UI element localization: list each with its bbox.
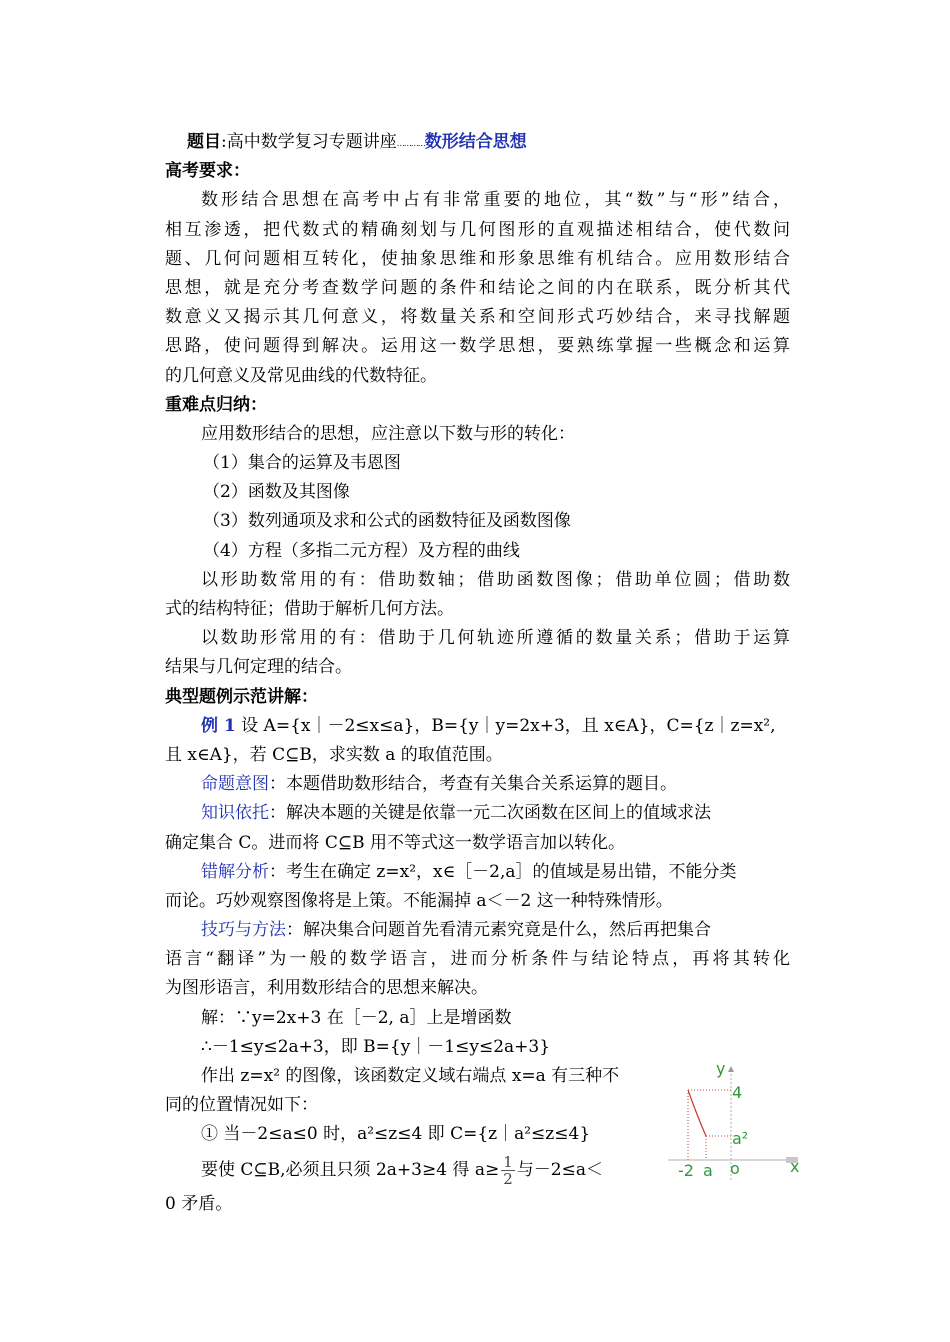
- fraction-denominator: 2: [503, 1169, 513, 1188]
- paragraph-line: 思想，就是充分考查数学问题的条件和结论之间的内在联系，既分析其代: [165, 277, 790, 298]
- paragraph-line: 思路，使问题得到解决。运用这一数学思想，要熟练掌握一些概念和运算: [165, 336, 790, 357]
- paragraph-line: 数形结合思想在高考中占有非常重要的地位，其“数”与“形”结合，: [201, 190, 790, 211]
- example-text: 设 A={x｜－2≤x≤a}，B={y｜y=2x+3，且 x∈A}，C={z｜z=x²,: [241, 715, 776, 736]
- paragraph-line: 以数助形常用的有：借助于几何轨迹所遵循的数量关系；借助于运算: [201, 628, 790, 649]
- skill-text: ：解决集合问题首先看清元素究竟是什么，然后再把集合: [286, 920, 711, 941]
- list-item: （1）集合的运算及韦恩图: [203, 453, 401, 474]
- list-item: （3）数列通项及求和公式的函数特征及函数图像: [203, 511, 571, 532]
- intent-label: 命题意图: [201, 774, 269, 795]
- error-text: ：考生在确定 z=x²，x∈［－2,a］的值域是易出错，不能分类: [269, 861, 737, 882]
- heading-text: 重难点归纳: [165, 394, 250, 415]
- solution-line: 解：∵y=2x+3 在［－2, a］上是增函数: [201, 1007, 512, 1028]
- paragraph-line: 数意义又揭示其几何意义，将数量关系和空间形式巧妙结合，来寻找解题: [165, 307, 790, 328]
- paragraph-line: 相互渗透，把代数式的精确刻划与几何图形的直观描述相结合，使代数问: [165, 219, 790, 240]
- solution-line: 同的位置情况如下：: [165, 1095, 318, 1116]
- basis-text: ：解决本题的关键是依靠一元二次函数在区间上的值域求法: [269, 803, 711, 824]
- error-label: 错解分析: [201, 861, 269, 882]
- heading-text: 典型题例示范讲解: [165, 686, 301, 707]
- title-colon: :: [221, 132, 227, 152]
- paragraph-line: 结果与几何定理的结合。: [165, 657, 352, 678]
- paragraph-line: 式的结构特征；借助于解析几何方法。: [165, 599, 454, 619]
- paragraph-line: 题、几何问题相互转化，使抽象思维和形象思维有机结合。应用数形结合: [165, 248, 790, 269]
- solution-line: 作出 z=x² 的图像，该函数定义域右端点 x=a 有三种不: [201, 1066, 620, 1086]
- y-axis-arrow-icon: [728, 1066, 734, 1072]
- x-axis-label: x: [790, 1157, 800, 1176]
- section-heading-examples: 典型题例示范讲解：: [165, 686, 318, 707]
- title-topic: 数形结合思想: [424, 132, 527, 152]
- basis-line: [165, 799, 790, 828]
- label-4: 4: [732, 1083, 743, 1102]
- label-neg2: -2: [678, 1161, 694, 1180]
- paragraph-line: 的几何意义及常见曲线的代数特征。: [165, 365, 437, 386]
- title-label: 题目: [187, 132, 221, 152]
- solution-text: 与－2≤a＜: [516, 1159, 603, 1180]
- paragraph-line: 应用数形结合的思想，应注意以下数与形的转化：: [201, 423, 575, 444]
- error-line: [165, 858, 790, 887]
- title-main: 高中数学复习专题讲座: [226, 132, 397, 152]
- section-heading-key-points: 重难点归纳：: [165, 394, 267, 415]
- fraction-one-half: [501, 1154, 515, 1187]
- basis-label: 知识依托: [201, 803, 269, 824]
- skill-line: [165, 916, 790, 945]
- fraction-numerator: 1: [503, 1152, 513, 1171]
- error-line: 而论。巧妙观察图像将是上策。不能漏掉 a＜－2 这一种特殊情形。: [165, 890, 673, 911]
- solution-line: 0 矛盾。: [165, 1193, 233, 1214]
- document-body: [165, 128, 790, 1219]
- solution-text: 要使 C⊆B,必须且只须 2a+3≥4 得 a≥: [201, 1159, 500, 1180]
- basis-line: 确定集合 C。进而将 C⊆B 用不等式这一数学语言加以转化。: [165, 832, 625, 853]
- example-line: 且 x∈A}，若 C⊆B，求实数 a 的取值范围。: [165, 744, 503, 765]
- skill-line: 为图形语言，利用数形结合的思想来解决。: [165, 978, 488, 999]
- parabola-graph: [668, 1058, 808, 1188]
- y-axis-label: y: [716, 1059, 726, 1078]
- intent-text: ：本题借助数形结合，考查有关集合关系运算的题目。: [269, 774, 677, 795]
- list-item: （2）函数及其图像: [203, 482, 350, 503]
- solution-line: ∴－1≤y≤2a+3，即 B={y｜－1≤y≤2a+3}: [201, 1036, 551, 1057]
- heading-text: 高考要求: [165, 161, 233, 182]
- section-heading-requirements: 高考要求：: [165, 161, 250, 182]
- title-line: [165, 128, 790, 157]
- label-a: a: [703, 1161, 713, 1180]
- example-label: 例 1: [201, 715, 236, 736]
- example-line: [165, 712, 790, 741]
- paragraph-line: 以形助数常用的有：借助数轴；借助函数图像；借助单位圆；借助数: [201, 569, 790, 590]
- title-dots: …………: [396, 139, 425, 148]
- intent-line: [165, 770, 790, 799]
- skill-line: 语言“翻译”为一般的数学语言，进而分析条件与结论特点，再将其转化: [165, 949, 790, 970]
- solution-line: ① 当－2≤a≤0 时，a²≤z≤4 即 C={z｜a²≤z≤4}: [201, 1124, 591, 1145]
- parabola-curve: [688, 1090, 706, 1136]
- label-origin: o: [730, 1159, 740, 1178]
- skill-label: 技巧与方法: [201, 920, 286, 941]
- label-a-squared: a²: [732, 1129, 749, 1148]
- list-item: （4）方程（多指二元方程）及方程的曲线: [203, 540, 520, 561]
